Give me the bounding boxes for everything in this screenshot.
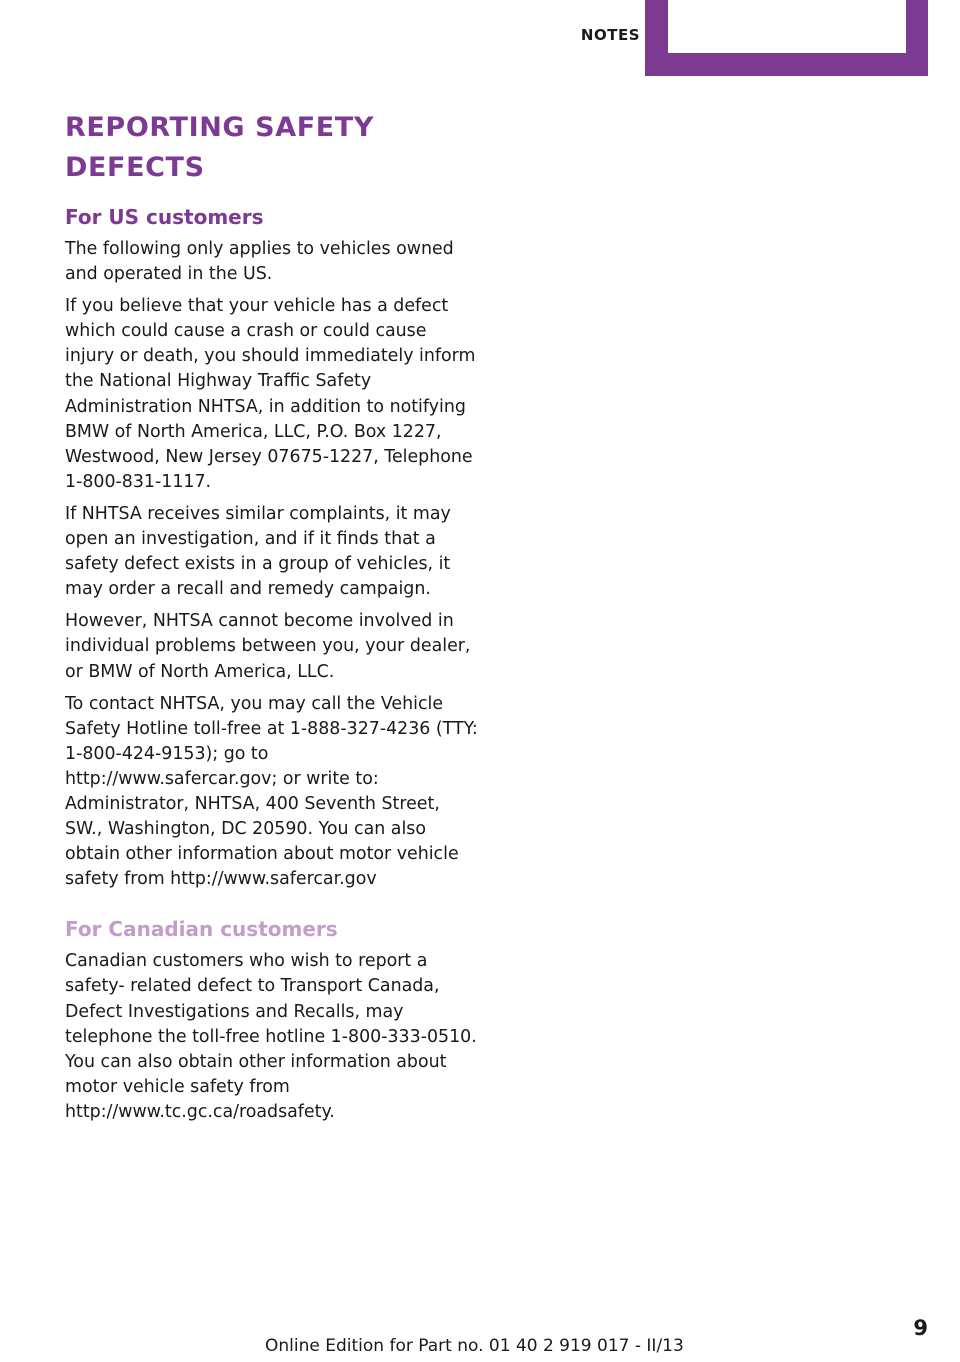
paragraph: Canadian customers who wish to report a safety- related defect to Transport Canada, Defect Investigations and Recalls, may telephone the toll-free hotline 1-800-333-0510. You can also obtain other information about motor vehicle safety from http://www.tc.gc.ca/roadsafety. [65,951,477,1122]
page-content [65,108,480,1132]
header-tab [645,0,928,76]
footer-edition: Online Edition for Part no. 01 40 2 919 017 - II/13 [265,1336,684,1356]
paragraph: If NHTSA receives similar complaints, it may open an investigation, and if it finds that a safety defect exists in a group of vehicles, it may order a recall and remedy campaign. [65,503,451,600]
section-canadian-customers [65,914,480,1125]
page-title: REPORTING SAFETY DEFECTS [65,112,374,183]
paragraph: To contact NHTSA, you may call the Vehicle Safety Hotline toll-free at 1-888-327-4236 (TTY: 1-800-424-9153); go to http://www.safercar.gov; or write to: Administrator, NHTSA, 400 Seventh Street, SW., Washington, DC 20590. You can also obtain other information about motor vehicle safety from http://www.safercar.gov [65,693,478,890]
header-tab-inner [668,0,906,53]
paragraph: However, NHTSA cannot become involved in individual problems between you, your dealer, or BMW of North America, LLC. [65,611,471,682]
paragraph: If you believe that your vehicle has a defect which could cause a crash or could cause injury or death, you should immediately inform the National Highway Traffic Safety Administration NHTSA, in addition to notifying BMW of North America, LLC, P.O. Box 1227, Westwood, New Jersey 07675-1227, Telephone 1-800-831-1117. [65,296,476,492]
section-heading-canada: For Canadian customers [65,917,338,942]
paragraph: The following only applies to vehicles owned and operated in the US. [65,239,454,285]
section-us-customers [65,202,480,892]
header-section-label: NOTES [580,26,640,44]
page-number: 9 [913,1316,928,1340]
section-heading-us: For US customers [65,205,264,229]
